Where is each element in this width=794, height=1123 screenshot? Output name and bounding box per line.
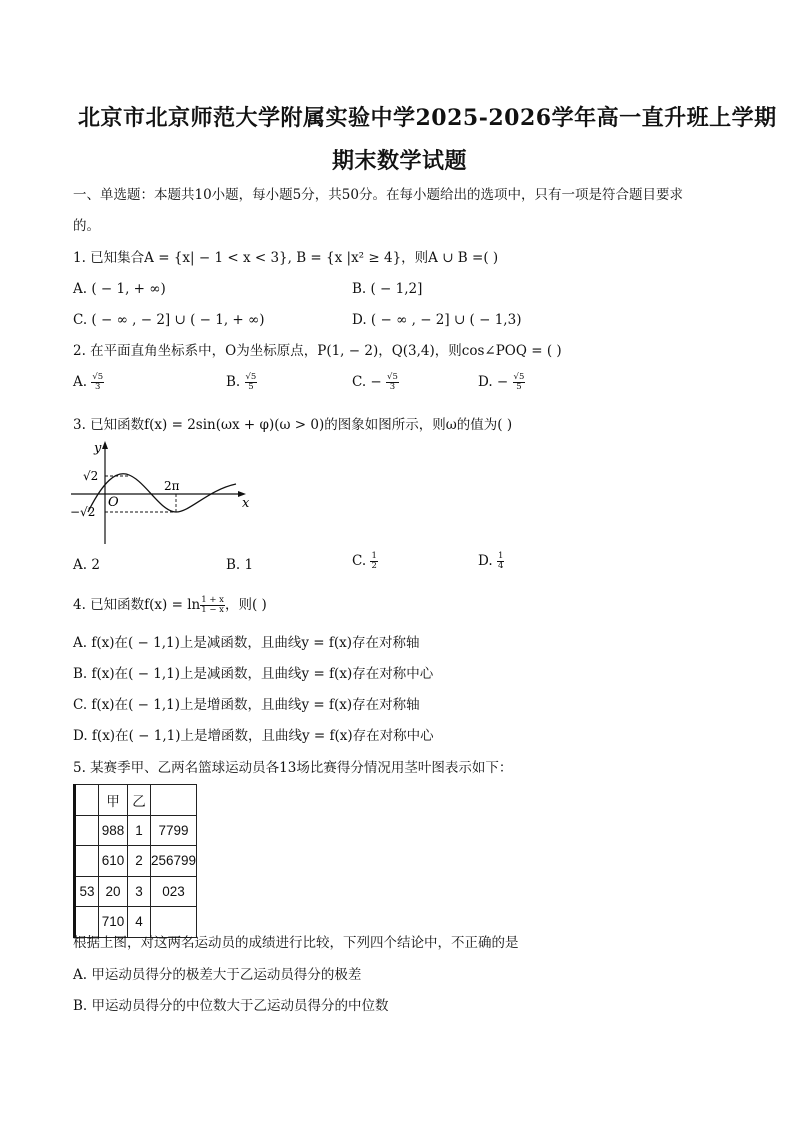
table-cell: 3 <box>128 876 151 907</box>
q2-option-c-fraction <box>386 373 399 392</box>
q2-d-denominator: 5 <box>516 382 522 392</box>
table-cell: 710 <box>99 907 128 938</box>
table-row <box>75 815 197 846</box>
q4-stem-suffix: ，则( ) <box>224 597 267 613</box>
table-cell: 2 <box>128 846 151 877</box>
q5-option-b: B. 甲运动员得分的中位数大于乙运动员得分的中位数 <box>73 998 389 1014</box>
q3-c-denominator: 2 <box>371 561 377 571</box>
q1-option-b: B. ( − 1,2] <box>352 281 423 297</box>
q2-option-d <box>478 373 525 392</box>
q5-followup-text: 根据上图，对这两名运动员的成绩进行比较，下列四个结论中，不正确的是 <box>73 935 519 951</box>
q3-option-c-label: C. <box>352 553 367 569</box>
q1-option-d: D. ( − ∞ , − 2] ∪ ( − 1,3) <box>352 312 522 328</box>
question-4-stem <box>73 596 267 615</box>
table-row <box>75 846 197 877</box>
q4-option-d: D. f(x)在( − 1,1)上是增函数，且曲线y = f(x)存在对称中心 <box>73 728 434 744</box>
q3-option-d <box>478 552 504 571</box>
q4-option-c: C. f(x)在( − 1,1)上是增函数，且曲线y = f(x)存在对称轴 <box>73 697 420 713</box>
table-cell: 4 <box>128 907 151 938</box>
q2-option-b-fraction <box>245 373 258 392</box>
stem-leaf-table <box>73 784 197 938</box>
q2-c-numerator: √5 <box>387 372 398 382</box>
table-cell: 7799 <box>151 815 197 846</box>
q4-numerator: 1 + x <box>201 595 224 605</box>
q2-option-a <box>73 373 104 392</box>
q3-option-c-fraction <box>370 552 377 571</box>
table-cell: 988 <box>99 815 128 846</box>
table-cell: 1 <box>128 815 151 846</box>
graph-x-label: x <box>242 496 250 511</box>
graph-origin-label: O <box>108 495 119 510</box>
graph-y-top-label: √2 <box>83 469 99 483</box>
q2-d-numerator: √5 <box>513 372 525 382</box>
q2-option-a-label: A. <box>73 374 88 390</box>
q2-option-d-fraction <box>513 373 526 392</box>
q2-option-b-label: B. <box>226 374 241 390</box>
table-cell <box>75 815 99 846</box>
graph-y-label: y <box>94 441 102 456</box>
q4-denominator: 1 − x <box>201 605 224 615</box>
stem-leaf-header-row <box>75 785 197 816</box>
q3-option-b: B. 1 <box>226 557 254 573</box>
section-heading: 一、单选题：本题共10小题，每小题5分，共50分。在每小题给出的选项中，只有一项是符合题目要求 <box>73 187 683 203</box>
q3-option-d-label: D. <box>478 553 493 569</box>
table-cell <box>75 846 99 877</box>
q4-option-b: B. f(x)在( − 1,1)上是减函数，且曲线y = f(x)存在对称中心 <box>73 666 434 682</box>
table-cell: 023 <box>151 876 197 907</box>
sine-graph-figure <box>68 432 258 547</box>
q2-option-a-fraction <box>91 373 104 392</box>
q2-b-numerator: √5 <box>245 372 257 382</box>
question-5-stem: 5. 某赛季甲、乙两名篮球运动员各13场比赛得分情况用茎叶图表示如下： <box>73 760 513 776</box>
q3-option-d-fraction <box>497 552 504 571</box>
q2-a-numerator: √5 <box>92 372 104 382</box>
graph-y-arrow <box>102 441 108 449</box>
question-2-stem: 2. 在平面直角坐标系中，O为坐标原点，P(1, − 2)，Q(3,4)，则cos∠POQ = ( ) <box>73 343 562 359</box>
table-cell <box>151 785 197 816</box>
graph-x-mark-label: 2π <box>164 479 180 493</box>
q2-option-c <box>352 373 399 392</box>
q2-b-denominator: 5 <box>248 382 254 392</box>
section-heading-cont: 的。 <box>73 218 100 234</box>
q2-option-b <box>226 373 257 392</box>
q3-c-numerator: 1 <box>371 551 377 561</box>
q4-stem-fraction <box>200 596 225 615</box>
q3-d-denominator: 4 <box>497 561 504 571</box>
table-cell: 甲 <box>99 785 128 816</box>
question-1-stem: 1. 已知集合A = {x| − 1 < x < 3}, B = {x |x² ≥ 4}，则A ∪ B =( ) <box>73 250 499 266</box>
table-cell <box>75 907 99 938</box>
page-title-line1: 北京市北京师范大学附属实验中学2025-2026学年高一直升班上学期 <box>78 105 777 131</box>
q1-option-a: A. ( − 1, + ∞) <box>73 281 166 297</box>
q2-c-denominator: 3 <box>389 382 396 392</box>
q2-a-denominator: 3 <box>95 382 101 392</box>
table-cell: 256799 <box>151 846 197 877</box>
table-row <box>75 907 197 938</box>
q4-option-a: A. f(x)在( − 1,1)上是减函数，且曲线y = f(x)存在对称轴 <box>73 635 420 651</box>
q5-option-a: A. 甲运动员得分的极差大于乙运动员得分的极差 <box>73 967 362 983</box>
graph-y-bottom-label: −√2 <box>70 505 96 519</box>
q4-stem-prefix: 4. 已知函数f(x) = ln <box>73 597 201 613</box>
table-cell <box>151 907 197 938</box>
table-cell: 20 <box>99 876 128 907</box>
table-cell: 610 <box>99 846 128 877</box>
table-cell: 53 <box>75 876 99 907</box>
table-cell <box>75 785 99 816</box>
q2-option-d-label: D. − <box>478 374 509 390</box>
q1-option-c: C. ( − ∞ , − 2] ∪ ( − 1, + ∞) <box>73 312 265 328</box>
q3-option-c <box>352 552 378 571</box>
table-cell: 乙 <box>128 785 151 816</box>
q2-option-c-label: C. − <box>352 374 382 390</box>
question-3-stem: 3. 已知函数f(x) = 2sin(ωx + φ)(ω > 0)的图象如图所示，则ω的值为( ) <box>73 417 513 433</box>
q3-option-a: A. 2 <box>73 557 100 573</box>
q3-d-numerator: 1 <box>497 551 504 561</box>
page-title-line2: 期末数学试题 <box>332 148 468 174</box>
table-row <box>75 876 197 907</box>
